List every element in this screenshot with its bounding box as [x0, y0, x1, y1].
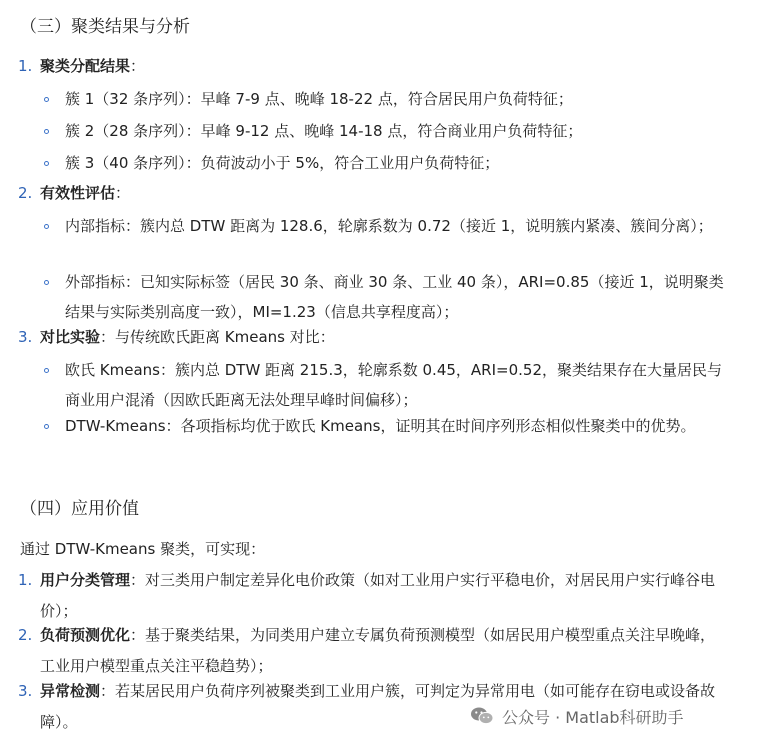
bullet-icon: [44, 424, 49, 429]
watermark: [470, 704, 684, 728]
list-number: 3.: [18, 328, 33, 346]
section-title-application: （四）应用价值: [20, 499, 139, 519]
list-item-body: ：若某居民用户负荷序列被聚类到工业用户簇，可判定为异常用电（如可能存在窃电或设备故障）。: [40, 682, 716, 731]
list-item-text: [40, 620, 730, 682]
list-number: 2.: [18, 626, 33, 644]
list-number: 1.: [18, 571, 33, 589]
bullet-icon: [44, 368, 49, 373]
list-item-label: 异常检测: [40, 682, 101, 700]
sub-item-text: DTW-Kmeans：各项指标均优于欧氏 Kmeans，证明其在时间序列形态相似性聚类中的优势。: [65, 417, 696, 435]
list-item-label: 聚类分配结果: [40, 57, 131, 75]
intro-paragraph: 通过 DTW-Kmeans 聚类，可实现：: [20, 540, 266, 558]
bullet-icon: [44, 97, 49, 102]
list-item-suffix: ：: [115, 184, 131, 202]
wechat-icon: [470, 706, 494, 726]
sub-item-text: 外部指标：已知实际标签（居民 30 条、商业 30 条、工业 40 条），ARI=0.85（接近 1，说明聚类结果与实际类别高度一致），MI=1.23（信息共享程度高）；: [65, 273, 724, 321]
list-item-text: [40, 51, 730, 82]
list-number: 3.: [18, 682, 33, 700]
list-item-body: ：基于聚类结果，为同类用户建立专属负荷预测模型（如居民用户模型重点关注早晚峰，工业用户模型重点关注平稳趋势）；: [40, 626, 716, 675]
list-number: 2.: [18, 184, 33, 202]
sub-item-text: 簇 2（28 条序列）：早峰 9-12 点、晚峰 14-18 点，符合商业用户负荷特征；: [65, 122, 583, 140]
list-item-suffix: ：: [130, 57, 146, 75]
bullet-icon: [44, 224, 49, 229]
list-item-label: 对比实验: [40, 328, 101, 346]
sub-item-text: 内部指标：簇内总 DTW 距离为 128.6，轮廓系数为 0.72（接近 1，说明簇内紧凑、簇间分离）；: [65, 217, 713, 235]
list-item-text: [40, 322, 730, 353]
list-item-body: ：对三类用户制定差异化电价政策（如对工业用户实行平稳电价，对居民用户实行峰谷电价）；: [40, 571, 716, 620]
sub-item-text: 簇 1（32 条序列）：早峰 7-9 点、晚峰 18-22 点，符合居民用户负荷特征；: [65, 90, 573, 108]
sub-item-text: 欧氏 Kmeans：簇内总 DTW 距离 215.3，轮廓系数 0.45，ARI=0.52，聚类结果存在大量居民与商业用户混淆（因欧氏距离无法处理早峰时间偏移）；: [65, 361, 722, 409]
bullet-icon: [44, 161, 49, 166]
sub-item-text: 簇 3（40 条序列）：负荷波动小于 5%，符合工业用户负荷特征；: [65, 154, 500, 172]
bullet-icon: [44, 129, 49, 134]
list-item-suffix: ：与传统欧氏距离 Kmeans 对比：: [100, 328, 335, 346]
section-title-results: （三）聚类结果与分析: [20, 17, 190, 37]
list-item-label: 用户分类管理: [40, 571, 131, 589]
watermark-text: 公众号 · Matlab科研助手: [502, 707, 684, 727]
list-item-text: [40, 178, 730, 209]
list-number: 1.: [18, 57, 33, 75]
list-item-label: 负荷预测优化: [40, 626, 131, 644]
list-item-label: 有效性评估: [40, 184, 116, 202]
bullet-icon: [44, 280, 49, 285]
list-item-text: [40, 565, 730, 627]
